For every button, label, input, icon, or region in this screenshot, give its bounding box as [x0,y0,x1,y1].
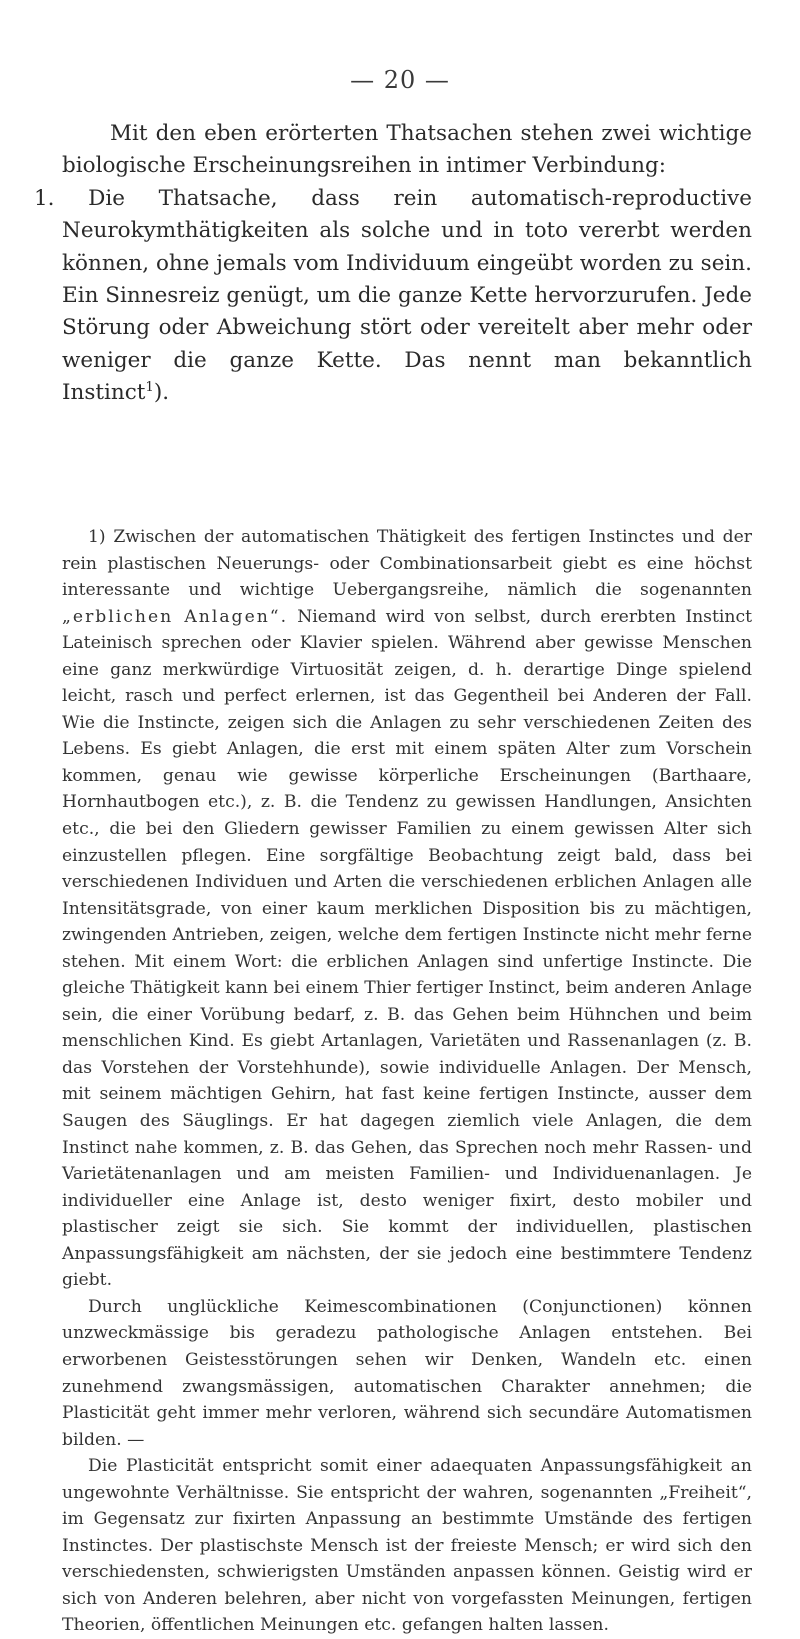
list-item-end: ). [153,380,170,406]
footnote-paragraph-2: Durch unglückliche Keimescombinationen (Conjunctionen) können unzweckmässige bis geradezu pathologische Anlagen entstehen. Bei erworbenen Geistesstörungen sehen wir Denken, Wandeln etc. einen zunehmend zwangsmässigen, automatischen Charakter annehmen; die Plasticität geht immer mehr verloren, während sich secundäre Automatismen bilden. — [62,1296,752,1450]
footnote-paragraph-3: Die Plasticität entspricht somit einer adaequaten Anpassungsfähigkeit an ungewohnte Verhältnisse. Sie entspricht der wahren, sogenannten „Freiheit“, im Gegensatz zur fixirten Anpassung an bestimmte Umstände des fertigen Instinctes. Der plastischste Mensch ist der freieste Mensch; er wird sich den verschiedensten, schwierigsten Umständen anpassen können. Geistig wird er sich von Anderen belehren, aber nicht von vorgefassten Meinungen, fertigen Theorien, öffentlichen Meinungen etc. gefangen halten lassen. [62,1456,752,1636]
page-number: — 20 — [350,66,450,94]
list-item-1 [34,183,753,410]
footnote-paragraph-1 [62,524,752,1294]
footnote-text-1a: Zwischen der automatischen Thätigkeit des fertigen Instinctes und der rein plastischen Neuerungs- oder Combinationsarbeit giebt es eine höchst interessante und wichtige Uebergangsreihe, nämlich die sogenannten [62,527,752,601]
intro-paragraph: Mit den eben erörterten Thatsachen stehen zwei wichtige biologische Erscheinungsreihen in intimer Verbindung: [62,121,752,179]
footnote [62,524,752,1639]
list-item-text: Die Thatsache, dass rein automatisch-reproductive Neurokymthätigkeiten als solche und in toto vererbt werden können, ohne jemals vom Individuum eingeübt worden zu sein. Ein Sinnesreiz genügt, um die ganze Kette hervorzurufen. Jede Störung oder Abweichung stört oder vereitelt aber mehr oder weniger die ganze Kette. Das nennt man bekanntlich Instinct [62,185,753,406]
footnote-reference: 1 [145,380,154,396]
footnote-text-1b: Niemand wird von selbst, durch ererbten Instinct Lateinisch sprechen oder Klavier spielen. Während aber gewisse Menschen eine ganz merkwürdige Virtuosität zeigen, d. h. derartige Dinge spielend leicht, rasch und perfect erlernen, ist das Gegentheil bei Anderen der Fall. Wie die Instincte, zeigen sich die Anlagen zu sehr verschiedenen Zeiten des Lebens. Es giebt Anlagen, die erst mit einem späten Alter zum Vorschein kommen, genau wie gewisse körperliche Erscheinungen (Barthaare, Hornhautbogen etc.), z. B. die Tendenz zu gewissen Handlungen, Ansichten etc., die bei den Gliedern gewisser Familien zu einem gewissen Alter sich einzustellen pflegen. Eine sorgfältige Beobachtung zeigt bald, dass bei verschiedenen Individuen und Arten die verschiedenen erblichen Anlagen alle Intensitätsgrade, von einer kaum merklichen Disposition bis zu mächtigen, zwingenden Antrieben, zeigen, welche dem fertigen Instincte nicht mehr ferne stehen. Mit einem Wort: die erblichen Anlagen sind unfertige Instincte. Die gleiche Thätigkeit kann bei einem Thier fertiger Instinct, beim anderen Anlage sein, die einer Vorübung bedarf, z. B. das Gehen beim Hühnchen und beim menschlichen Kind. Es giebt Artanlagen, Varietäten und Rassenanlagen (z. B. das Vorstehen der Vorstehhunde), sowie individuelle Anlagen. Der Mensch, mit seinem mächtigen Gehirn, hat fast keine fertigen Instincte, ausser dem Saugen des Säuglings. Er hat dagegen ziemlich viele Anlagen, die dem Instinct nahe kommen, z. B. das Gehen, das Sprechen noch mehr Rassen- und Varietätenanlagen und am meisten Familien- und Individuenanlagen. Je individueller eine Anlage ist, desto weniger fixirt, desto mobiler und plastischer zeigt sie sich. Sie kommt der individuellen, plastischen Anpassungsfähigkeit am nächsten, der sie jedoch eine bestimmtere Tendenz giebt. [62,606,753,1291]
footnote-spaced-term: „erblichen Anlagen“. [62,606,289,627]
list-item-number: 1. [34,185,55,211]
footnote-marker: 1) [88,527,106,547]
main-text [34,118,753,410]
